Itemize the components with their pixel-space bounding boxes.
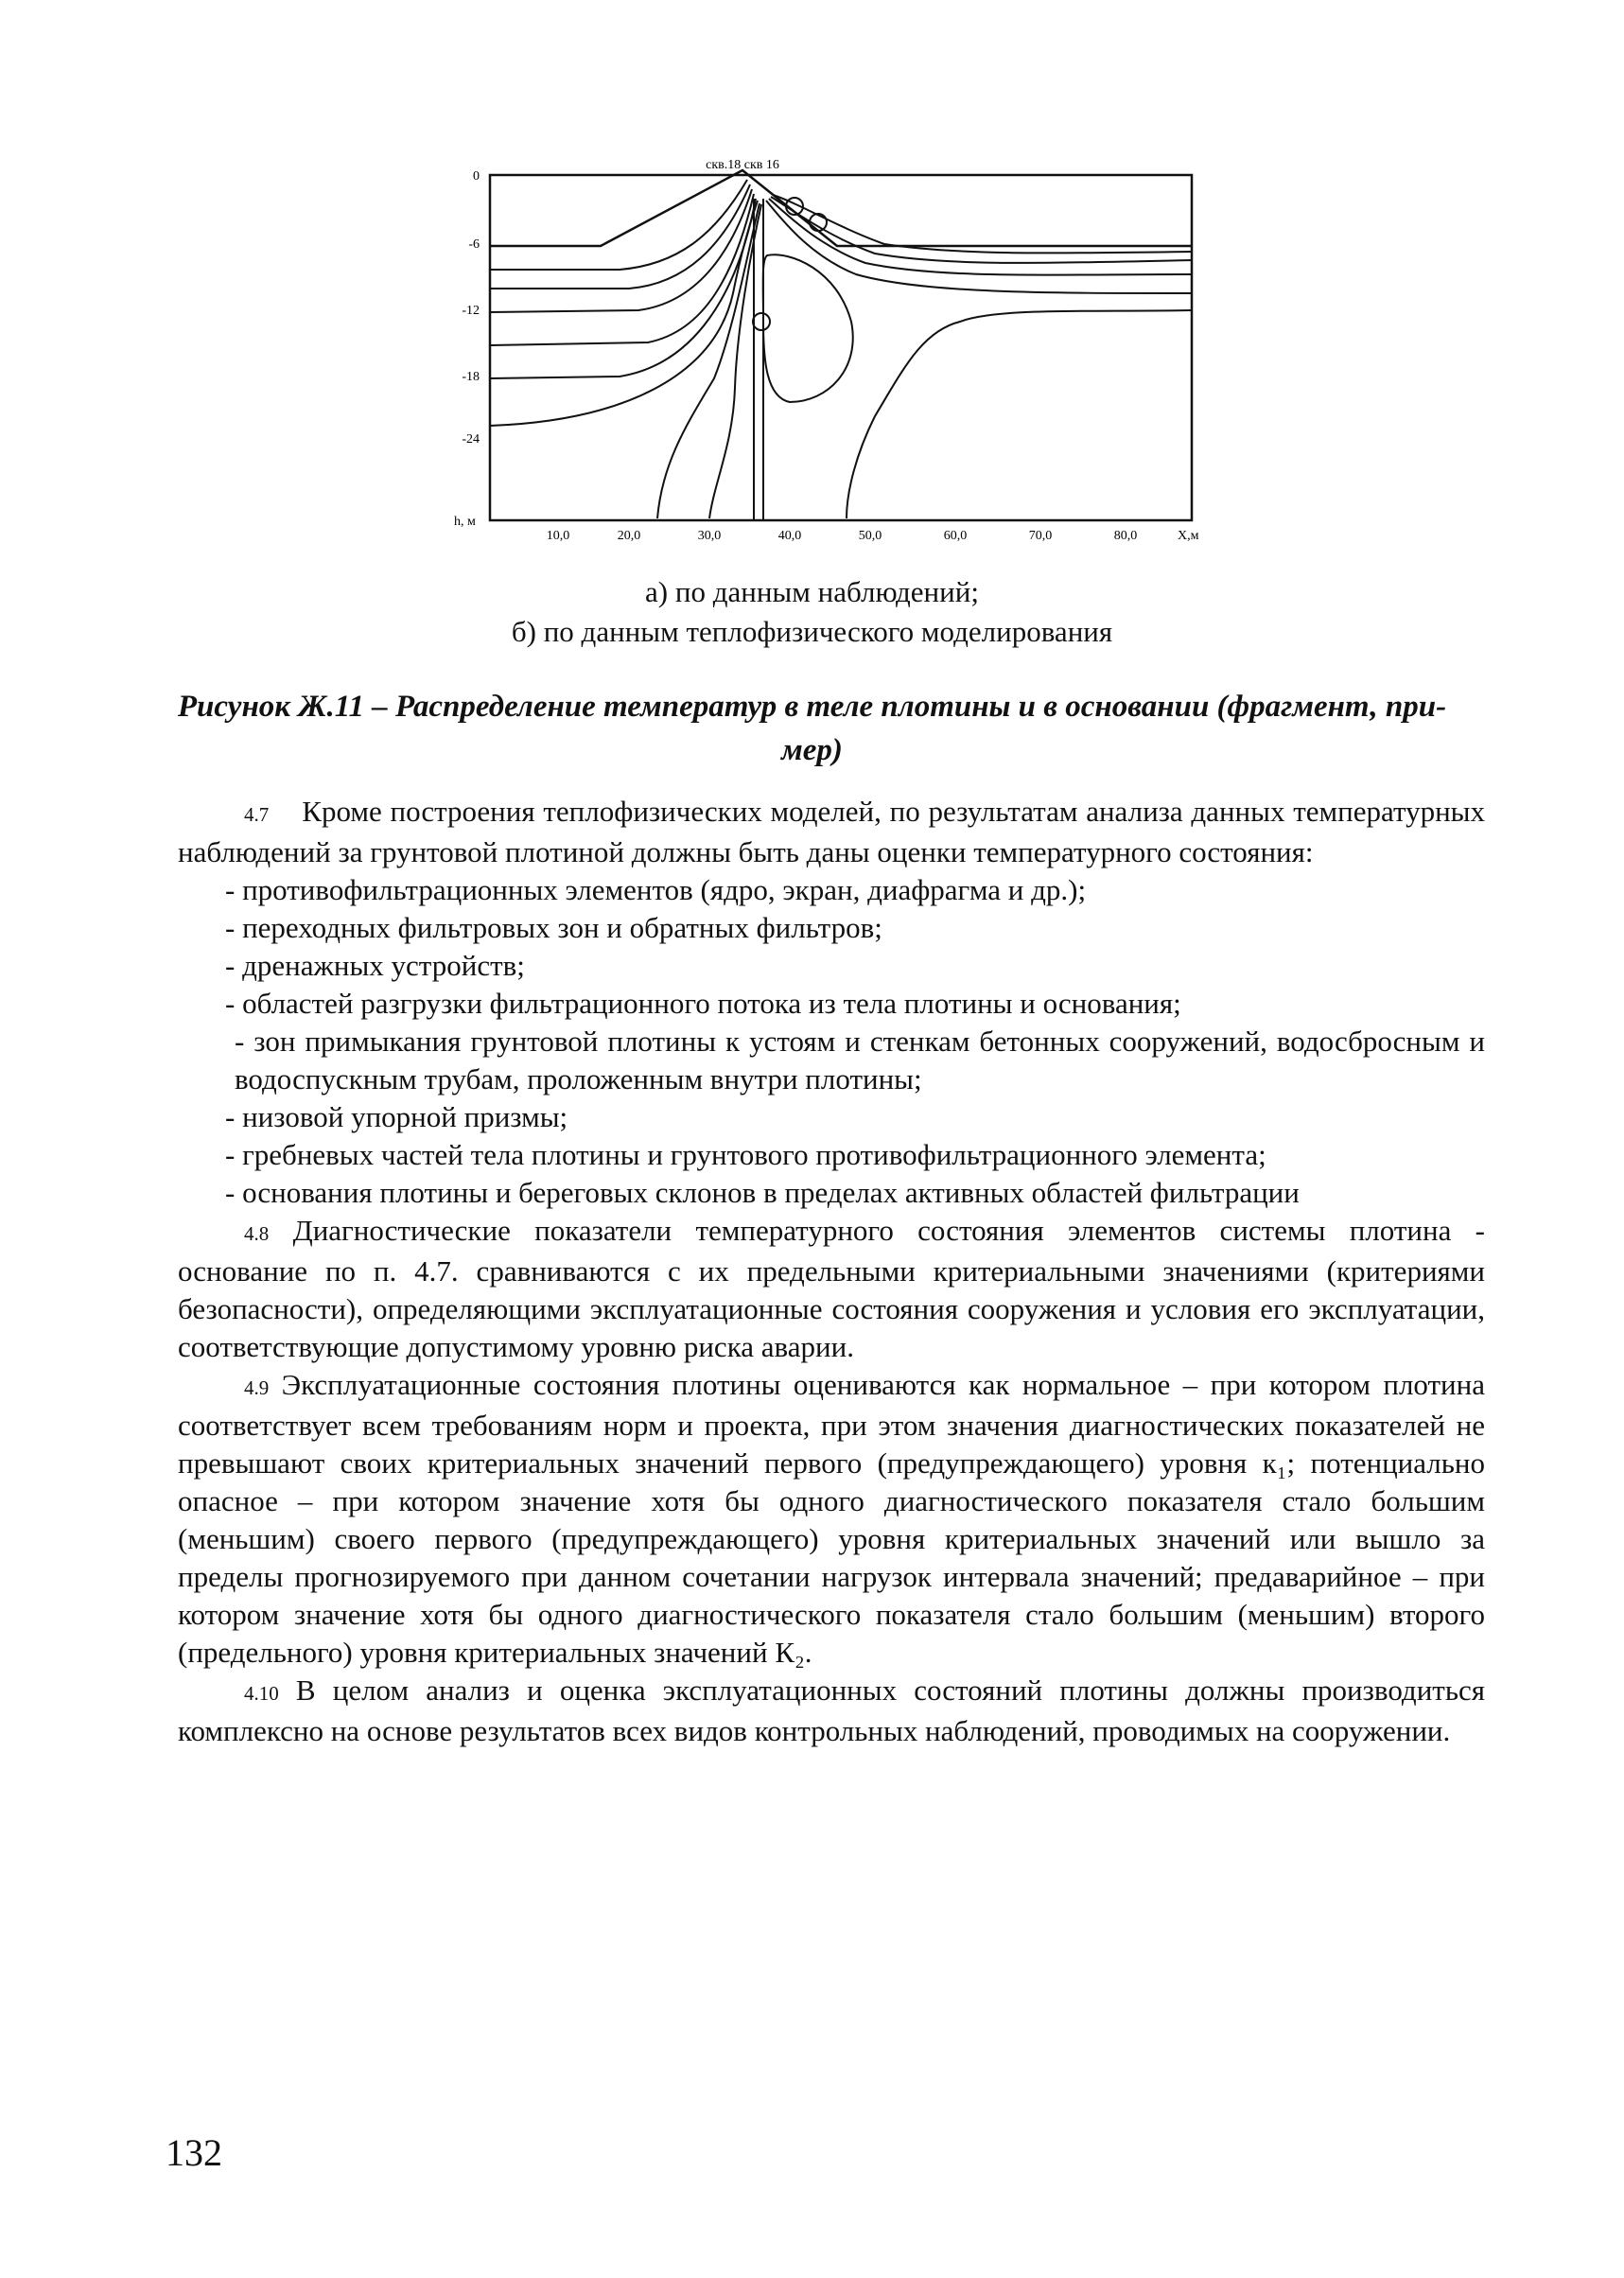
x-tick-label: 70,0 (1028, 529, 1053, 543)
x-axis-label: X,м (1178, 529, 1199, 543)
borehole-marker-icon (753, 313, 770, 330)
paragraph-text: Кроме построения теплофизических моделей, по результатам анализа данных температурных наблюдений за грунтовой плотиной должны быть даны оценки температурного состояния: (178, 795, 1485, 868)
caption-a: а) по данным наблюдений; (645, 575, 979, 608)
y-tick-label: -24 (462, 432, 480, 447)
section-number: 4.8 (244, 1222, 270, 1245)
figure-title-line1: Рисунок Ж.11 – Распределение температур в теле плотины и в основании (фрагмент, при- (177, 690, 1447, 724)
caption-b: б) по данным теплофизического моделирования (511, 615, 1113, 648)
list-item: - дренажных устройств; (225, 949, 525, 982)
page-number: 132 (166, 2131, 222, 2174)
paragraph-text: Диагностические показатели температурного состояния элементов системы плотина - основание по п. 4.7. сравниваются с их предельными критериальными значениями (критериями безопасности), определяющими эксплуатационные состояния сооружения и условия его эксплуатации, соответствующие допустимому уровню риска аварии. (178, 1214, 1485, 1363)
paragraph-4-10 (178, 1672, 1485, 1750)
x-tick-label: 30,0 (697, 529, 722, 543)
dam-profile-line (490, 170, 1192, 246)
y-tick-label: 0 (473, 169, 480, 184)
isoline (490, 189, 752, 312)
figure-title (142, 685, 1482, 772)
x-tick-label: 10,0 (546, 529, 570, 543)
isoline (847, 310, 1192, 518)
paragraph-text: В целом анализ и оценка эксплуатационных состояний плотины должны производиться комплексно на основе результатов всех видов контрольных наблюдений, проводимых на сооружении. (178, 1673, 1485, 1747)
section-number: 4.7 (244, 803, 270, 826)
section-number: 4.9 (244, 1376, 270, 1399)
isoline (490, 180, 747, 270)
list-item: - областей разгрузки фильтрационного потока из тела плотины и основания; (225, 987, 1181, 1020)
list-item: - противофильтрационных элементов (ядро, экран, диафрагма и др.); (225, 873, 1087, 906)
isoline-loop (763, 254, 853, 402)
x-tick-label: 80,0 (1113, 529, 1138, 543)
list-item: - гребневых частей тела плотины и грунтового противофильтрационного элемента; (225, 1138, 1266, 1171)
list-item: - низовой упорной призмы; (225, 1100, 568, 1133)
x-tick-label: 60,0 (943, 529, 968, 543)
temperature-isoline-plot (430, 142, 1244, 558)
y-tick-label: -18 (462, 370, 480, 384)
y-tick-label: -6 (468, 237, 480, 252)
temperature-distribution-figure (430, 142, 1244, 558)
y-tick-label: -12 (462, 304, 480, 318)
paragraph-4-7 (178, 793, 1485, 871)
body-text (178, 793, 1485, 1750)
borehole-label: скв.18 скв 16 (706, 158, 779, 172)
figure-title-line2: мер) (781, 733, 843, 767)
list-item: - переходных фильтровых зон и обратных фильтров; (225, 911, 882, 944)
y-axis-label: h, м (454, 515, 476, 529)
paragraph-4-8 (178, 1212, 1485, 1366)
x-tick-label: 50,0 (858, 529, 882, 543)
paragraph-4-9 (178, 1366, 1485, 1672)
section-number: 4.10 (244, 1682, 279, 1705)
x-tick-label: 40,0 (777, 529, 802, 543)
list-item: - зон примыкания грунтовой плотины к устоям и стенкам бетонных сооружений, водосбросным и водоспускным трубам, проложенным внутри плотины; (235, 1025, 1485, 1095)
list-item: - основания плотины и береговых склонов в пределах активных областей фильтрации (225, 1176, 1300, 1209)
x-tick-label: 20,0 (617, 529, 641, 543)
paragraph-text: Эксплуатационные состояния плотины оцениваются как нормальное – при котором плотина соответствует всем требованиям норм и проекта, при этом значения диагностических показателей не превышают своих критериальных значений первого (предупреждающего) уровня к₁; потенциально опасное – при котором значение хотя бы одного диагностического показателя стало большим (меньшим) своего первого (предупреждающего) уровня критериальных значений или вышло за пределы прогнозируемого при данном сочетании нагрузок интервала значений; предаварийное – при котором значение хотя бы одного диагностического показателя стало большим (меньшим) второго (предельного) уровня критериальных значений К₂. (178, 1368, 1485, 1669)
